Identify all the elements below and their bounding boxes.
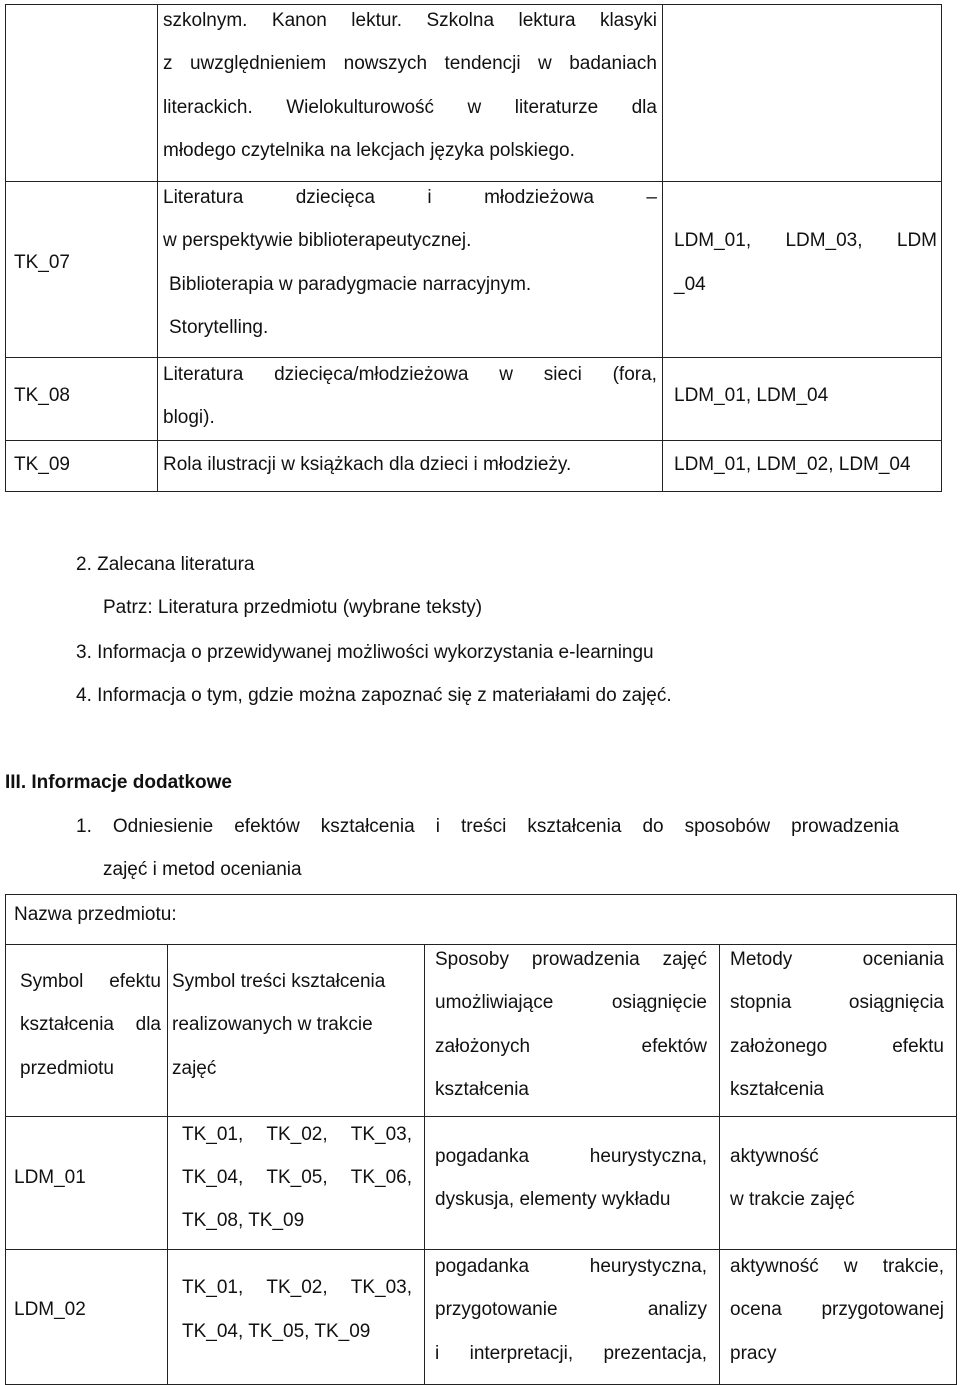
word: LDM_01, <box>674 230 752 251</box>
word: dziecięca <box>295 187 375 208</box>
header-effect-line-1 <box>20 972 161 991</box>
table1-cell-symbol-top <box>5 4 158 182</box>
word: prowadzenia <box>531 949 640 970</box>
word: literaturze <box>514 97 599 118</box>
row1-assessment-line-1: aktywność <box>730 1146 819 1167</box>
word: Odniesienie <box>112 816 214 837</box>
word: TK_04, <box>182 1167 244 1188</box>
item-2-heading: 2. Zalecana literatura <box>76 554 255 575</box>
row2-methods-line-3 <box>435 1344 707 1363</box>
word: prezentacja, <box>603 1343 707 1364</box>
header-assessment-line-4: kształcenia <box>730 1079 824 1100</box>
word: nowszych <box>343 53 428 74</box>
word: klasyki <box>599 10 657 31</box>
header-methods-line-4: kształcenia <box>435 1079 529 1100</box>
row2-assessment-line-3: pracy <box>730 1343 777 1364</box>
word: analizy <box>647 1299 707 1320</box>
word: Symbol <box>20 971 84 992</box>
header-methods-line-2 <box>435 993 707 1012</box>
word: pogadanka <box>435 1256 530 1277</box>
tk08-ldm: LDM_01, LDM_04 <box>674 385 829 406</box>
tk08-symbol: TK_08 <box>14 385 70 406</box>
tk08-line-2: blogi). <box>163 407 215 428</box>
word: lektur. <box>351 10 402 31</box>
word: dla <box>135 1014 161 1035</box>
table1-cell-ldm-tk07 <box>662 181 942 358</box>
word: Sposoby <box>435 949 509 970</box>
word: i <box>435 816 440 837</box>
tk07-line-2: w perspektywie biblioterapeutycznej. <box>163 230 472 251</box>
word: (fora, <box>612 364 657 385</box>
word: treści <box>461 816 507 837</box>
word: w <box>467 97 482 118</box>
word: efektów <box>641 1036 707 1057</box>
word: Literatura <box>163 364 244 385</box>
row2-assessment-line-1 <box>730 1257 944 1276</box>
row2-methods-line-2 <box>435 1300 707 1319</box>
top-row-line-1 <box>163 11 657 30</box>
subject-name-label: Nazwa przedmiotu: <box>14 904 177 925</box>
header-content-line-2: realizowanych w trakcie <box>172 1014 373 1035</box>
word: TK_03, <box>350 1277 412 1298</box>
word: w <box>499 364 513 385</box>
word: Wielokulturowość <box>286 97 435 118</box>
word: TK_03, <box>350 1124 412 1145</box>
word: Kanon <box>271 10 327 31</box>
word: oceniania <box>862 949 944 970</box>
word: lektura <box>518 10 576 31</box>
word: w <box>843 1256 858 1277</box>
word: uwzględnieniem <box>189 53 327 74</box>
word: kształcenia <box>20 1014 114 1035</box>
word: aktywność <box>730 1256 819 1277</box>
word: prowadzenia <box>791 816 899 837</box>
item-4-heading: 4. Informacja o tym, gdzie można zapoznać się z materiałami do zajęć. <box>76 685 672 706</box>
word: efektu <box>109 971 161 992</box>
word: interpretacji, <box>469 1343 574 1364</box>
header-assessment-line-1 <box>730 950 944 969</box>
row2-tk-line-1 <box>182 1278 412 1297</box>
tk07-symbol: TK_07 <box>14 252 70 273</box>
row1-methods-line-2: dyskusja, elementy wykładu <box>435 1189 671 1210</box>
header-effect-line-3: przedmiotu <box>20 1058 114 1079</box>
tk09-ldm: LDM_01, LDM_02, LDM_04 <box>674 454 911 475</box>
tk09-content: Rola ilustracji w książkach dla dzieci i młodzieży. <box>163 454 572 475</box>
word: efektów <box>234 816 300 837</box>
word: 1. <box>76 816 92 837</box>
section-iii-heading: III. Informacje dodatkowe <box>5 772 232 793</box>
word: tendencji <box>444 53 521 74</box>
header-content-line-3: zajęć <box>172 1058 217 1079</box>
tk07-line-4: Storytelling. <box>169 317 269 338</box>
word: szkolnym. <box>163 10 248 31</box>
row1-cell-methods <box>424 1116 720 1250</box>
word: TK_06, <box>350 1167 412 1188</box>
row2-tk-line-2: TK_04, TK_05, TK_09 <box>182 1321 371 1342</box>
word: TK_01, <box>182 1277 244 1298</box>
word: i <box>435 1343 440 1364</box>
word: kształcenia <box>527 816 622 837</box>
word: pogadanka <box>435 1146 530 1167</box>
row2-symbol: LDM_02 <box>14 1299 86 1320</box>
row1-assessment-line-2: w trakcie zajęć <box>730 1189 855 1210</box>
header-methods-line-3 <box>435 1037 707 1056</box>
word: osiągnięcia <box>848 992 944 1013</box>
tk08-line-1 <box>163 365 657 384</box>
word: ocena <box>730 1299 782 1320</box>
top-row-line-3 <box>163 98 657 117</box>
word: z <box>163 53 173 74</box>
table1-cell-ldm-top <box>662 4 942 182</box>
word: – <box>646 187 657 208</box>
row2-methods-line-1 <box>435 1257 707 1276</box>
word: literackich. <box>163 97 253 118</box>
row2-cell-content <box>167 1249 425 1385</box>
word: Metody <box>730 949 793 970</box>
word: TK_02, <box>266 1277 328 1298</box>
word: sposobów <box>684 816 771 837</box>
word: zajęć <box>662 949 707 970</box>
top-row-line-4: młodego czytelnika na lekcjach języka polskiego. <box>163 140 575 161</box>
header-assessment-line-2 <box>730 993 944 1012</box>
word: efektu <box>892 1036 944 1057</box>
word: i <box>427 187 432 208</box>
word: do <box>642 816 664 837</box>
tk09-symbol: TK_09 <box>14 454 70 475</box>
word: badaniach <box>569 53 657 74</box>
header-effect-line-2 <box>20 1015 161 1034</box>
tk07-ldm-line-2: _04 <box>674 274 706 295</box>
tk07-line-1 <box>163 188 657 207</box>
word: przygotowanej <box>821 1299 944 1320</box>
word: Literatura <box>163 187 244 208</box>
word: założonego <box>730 1036 828 1057</box>
word: trakcie, <box>882 1256 944 1277</box>
word: założonych <box>435 1036 531 1057</box>
word: LDM_03, <box>785 230 863 251</box>
word: TK_02, <box>266 1124 328 1145</box>
section-iii-item-1-line-2: zajęć i metod oceniania <box>103 859 302 880</box>
tk07-ldm-line-1 <box>674 231 937 250</box>
row1-tk-line-2 <box>182 1168 412 1187</box>
word: umożliwiające <box>435 992 554 1013</box>
section-iii-item-1-line-1 <box>76 817 899 836</box>
word: sieci <box>543 364 582 385</box>
row2-assessment-line-2 <box>730 1300 944 1319</box>
word: osiągnięcie <box>611 992 707 1013</box>
row1-tk-line-3: TK_08, TK_09 <box>182 1210 305 1231</box>
item-3-heading: 3. Informacja o przewidywanej możliwości wykorzystania e-learningu <box>76 642 654 663</box>
row1-cell-assessment <box>719 1116 957 1250</box>
word: dla <box>631 97 657 118</box>
word: LDM <box>896 230 937 251</box>
word: Szkolna <box>426 10 495 31</box>
word: przygotowanie <box>435 1299 558 1320</box>
word: kształcenia <box>320 816 415 837</box>
row1-tk-line-1 <box>182 1125 412 1144</box>
header-content-line-1: Symbol treści kształcenia <box>172 971 386 992</box>
row1-symbol: LDM_01 <box>14 1167 86 1188</box>
word: dziecięca/młodzieżowa <box>274 364 469 385</box>
row1-methods-line-1 <box>435 1147 707 1166</box>
top-row-line-2 <box>163 54 657 73</box>
word: w <box>538 53 552 74</box>
word: stopnia <box>730 992 792 1013</box>
header-methods-line-1 <box>435 950 707 969</box>
word: heurystyczna, <box>589 1146 707 1167</box>
word: młodzieżowa <box>484 187 594 208</box>
word: TK_05, <box>266 1167 328 1188</box>
item-2-detail: Patrz: Literatura przedmiotu (wybrane teksty) <box>103 597 483 618</box>
word: TK_01, <box>182 1124 244 1145</box>
header-assessment-line-3 <box>730 1037 944 1056</box>
tk07-line-3: Biblioterapia w paradygmacie narracyjnym. <box>169 274 532 295</box>
word: heurystyczna, <box>589 1256 707 1277</box>
